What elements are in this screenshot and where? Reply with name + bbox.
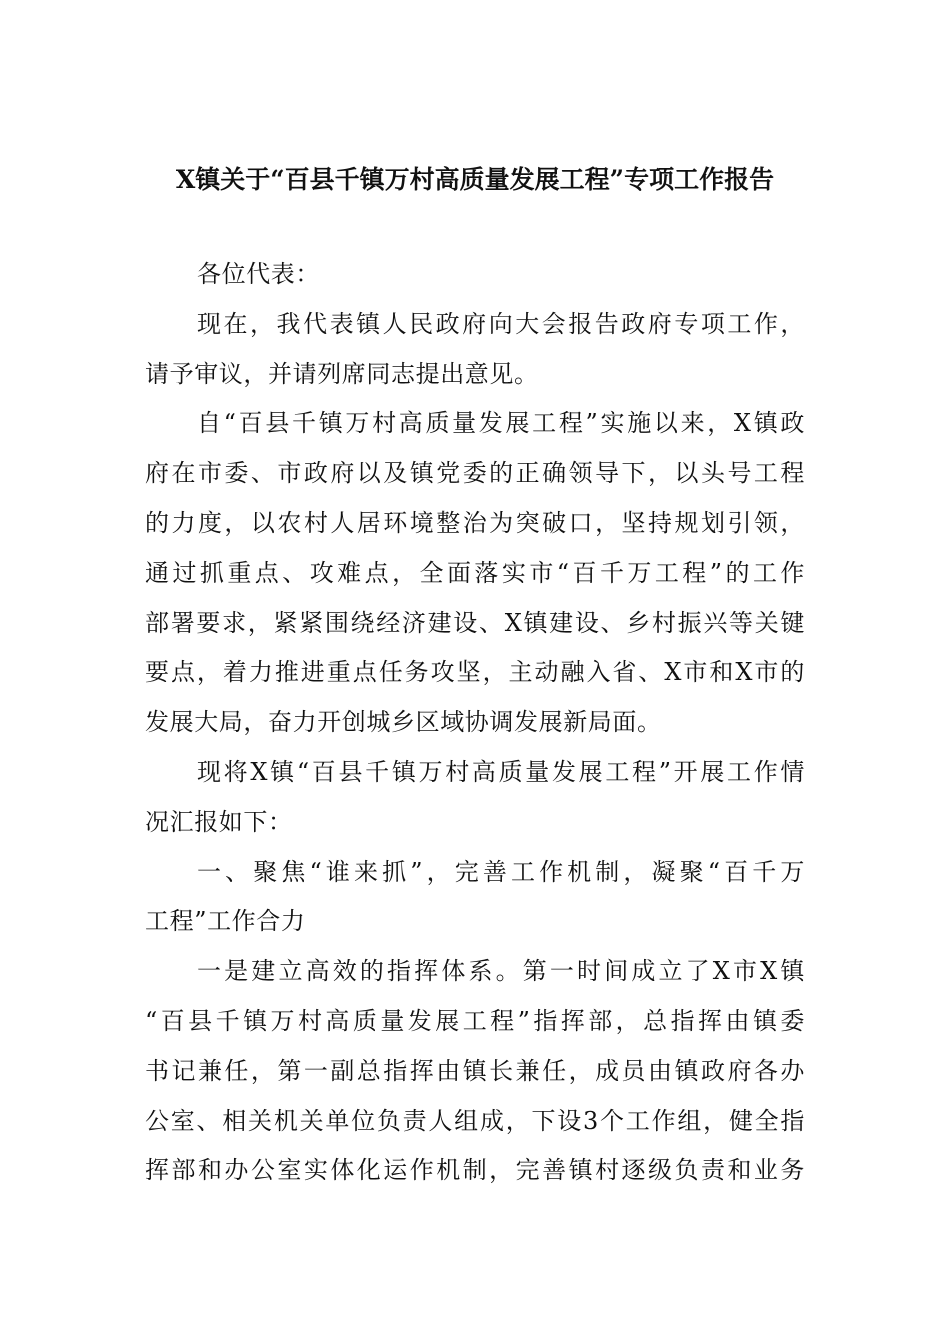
paragraph-line: 要点，着力推进重点任务攻坚，主动融入省、X市和X市的 (145, 658, 805, 687)
paragraph-line: 自“百县千镇万村高质量发展工程”实施以来，X镇政 (197, 409, 805, 438)
paragraph-line: 公室、相关机关单位负责人组成，下设3个工作组，健全指 (145, 1106, 805, 1135)
paragraph-line: 一是建立高效的指挥体系。第一时间成立了X市X镇 (197, 957, 805, 986)
paragraph-opening (145, 300, 805, 400)
paragraph-command-system (145, 947, 805, 1196)
paragraph-line: 书记兼任，第一副总指挥由镇长兼任，成员由镇政府各办 (145, 1056, 805, 1085)
paragraph-line: 况汇报如下： (145, 807, 293, 836)
paragraph-line: 府在市委、市政府以及镇党委的正确领导下，以头号工程 (145, 459, 805, 488)
salutation: 各位代表： (197, 260, 320, 288)
document-body (145, 250, 805, 1196)
paragraph-line: “百县千镇万村高质量发展工程”指挥部，总指挥由镇委 (145, 1006, 805, 1035)
paragraph-report-intro (145, 748, 805, 848)
paragraph-line: 挥部和办公室实体化运作机制，完善镇村逐级负责和业务 (145, 1156, 805, 1185)
paragraph-line: 的力度，以农村人居环境整治为突破口，坚持规划引领， (145, 508, 805, 537)
paragraph-line: 现在，我代表镇人民政府向大会报告政府专项工作， (197, 309, 805, 338)
paragraph-line: 请予审议，并请列席同志提出意见。 (145, 359, 539, 388)
section-heading-line: 工程”工作合力 (145, 907, 306, 936)
section-heading (145, 848, 805, 948)
paragraph-implementation (145, 399, 805, 748)
section-heading-line: 一、聚焦“谁来抓”，完善工作机制，凝聚“百千万 (197, 857, 805, 886)
paragraph-line: 发展大局，奋力开创城乡区域协调发展新局面。 (145, 708, 662, 737)
document-title: X镇关于“百县千镇万村高质量发展工程”专项工作报告 (175, 165, 775, 194)
paragraph-line: 通过抓重点、攻难点，全面落实市“百千万工程”的工作 (145, 558, 805, 587)
paragraph-line: 现将X镇“百县千镇万村高质量发展工程”开展工作情 (197, 757, 805, 786)
paragraph-line: 部署要求，紧紧围绕经济建设、X镇建设、乡村振兴等关键 (145, 608, 805, 637)
